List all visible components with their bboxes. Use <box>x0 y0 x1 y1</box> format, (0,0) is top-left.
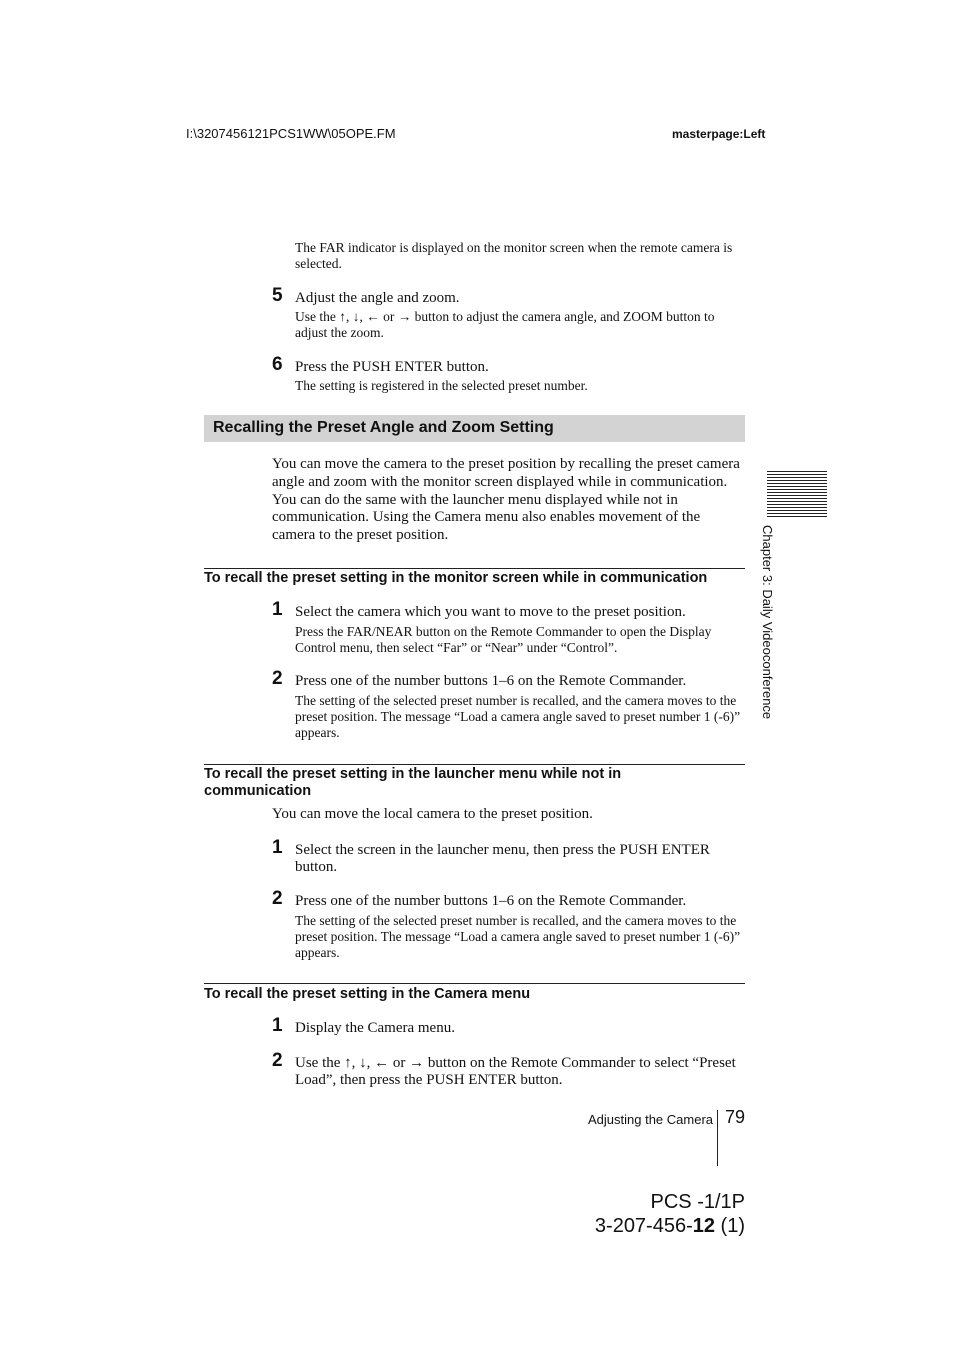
step-number: 2 <box>272 668 283 689</box>
masterpage-label: masterpage:Left <box>672 127 766 141</box>
step-detail: Press the FAR/NEAR button on the Remote Commander to open the Display Control menu, then select “Far” or “Near” under “Control”. <box>295 624 712 655</box>
part-number: 3-207-456-12 (1) <box>594 1215 745 1237</box>
subheading-rule <box>204 568 745 569</box>
down-arrow-icon: ↓ <box>359 1055 367 1071</box>
step-main: Select the camera which you want to move to the preset position. <box>295 604 686 620</box>
step-main: Display the Camera menu. <box>295 1020 455 1036</box>
file-path: I:\3207456121PCS1WW\05OPE.FM <box>186 126 396 141</box>
step-number: 1 <box>272 599 283 620</box>
section-title: Recalling the Preset Angle and Zoom Setting <box>213 419 554 436</box>
step-main: Press one of the number buttons 1–6 on the Remote Commander. <box>295 893 687 909</box>
right-arrow-icon: → <box>397 309 412 324</box>
step-detail: The setting is registered in the selected preset number. <box>295 378 588 393</box>
subheading: To recall the preset setting in the launcher menu while not in communication <box>204 766 622 799</box>
subheading-rule <box>204 764 745 765</box>
intro-note: The FAR indicator is displayed on the monitor screen when the remote camera is selected. <box>295 240 733 271</box>
step-detail: The setting of the selected preset number is recalled, and the camera moves to the preset position. The message “Load a camera angle saved to preset number 1 (-6)” appears. <box>295 913 741 960</box>
step-number: 6 <box>272 354 283 375</box>
footer-section: Adjusting the Camera <box>588 1112 714 1127</box>
step-number: 1 <box>272 837 283 858</box>
step-main: Use the ↑, ↓, ← or → button on the Remote Commander to select “Preset Load”, then press the PUSH ENTER button. <box>295 1055 736 1088</box>
step-number: 5 <box>272 285 283 306</box>
step-detail: The setting of the selected preset number is recalled, and the camera moves to the preset position. The message “Load a camera angle saved to preset number 1 (-6)” appears. <box>295 693 741 740</box>
step-main: Adjust the angle and zoom. <box>295 290 460 306</box>
step-main: Press the PUSH ENTER button. <box>295 359 489 375</box>
subheading-rule <box>204 983 745 984</box>
chapter-label: Chapter 3: Daily Videoconference <box>760 525 775 720</box>
chapter-tab-marks <box>767 471 827 519</box>
section-body: You can move the camera to the preset position by recalling the preset camera angle and zoom with the monitor screen displayed while in communication. You can do the same with the launcher menu displayed while not in communication. Using the Camera menu also enables movement of the camera to the preset position. <box>272 456 740 544</box>
left-arrow-icon: ← <box>366 309 380 324</box>
up-arrow-icon: ↑ <box>344 1055 352 1071</box>
down-arrow-icon: ↓ <box>352 309 360 324</box>
subheading: To recall the preset setting in the Camera menu <box>204 986 531 1002</box>
step-number: 2 <box>272 1050 283 1071</box>
model-number: PCS -1/1P <box>650 1191 745 1213</box>
left-arrow-icon: ← <box>374 1055 390 1071</box>
subsection-intro: You can move the local camera to the preset position. <box>272 806 593 822</box>
step-main: Press one of the number buttons 1–6 on the Remote Commander. <box>295 673 687 689</box>
subheading: To recall the preset setting in the monitor screen while in communication <box>204 570 708 586</box>
footer-divider <box>717 1110 718 1166</box>
step-number: 1 <box>272 1015 283 1036</box>
step-number: 2 <box>272 888 283 909</box>
up-arrow-icon: ↑ <box>339 309 346 324</box>
step-main: Select the screen in the launcher menu, then press the PUSH ENTER button. <box>295 842 710 875</box>
page-number: 79 <box>725 1107 746 1127</box>
step-detail: Use the ↑, ↓, ← or → button to adjust the camera angle, and ZOOM button to adjust the zoom. <box>295 309 715 340</box>
right-arrow-icon: → <box>409 1055 425 1071</box>
